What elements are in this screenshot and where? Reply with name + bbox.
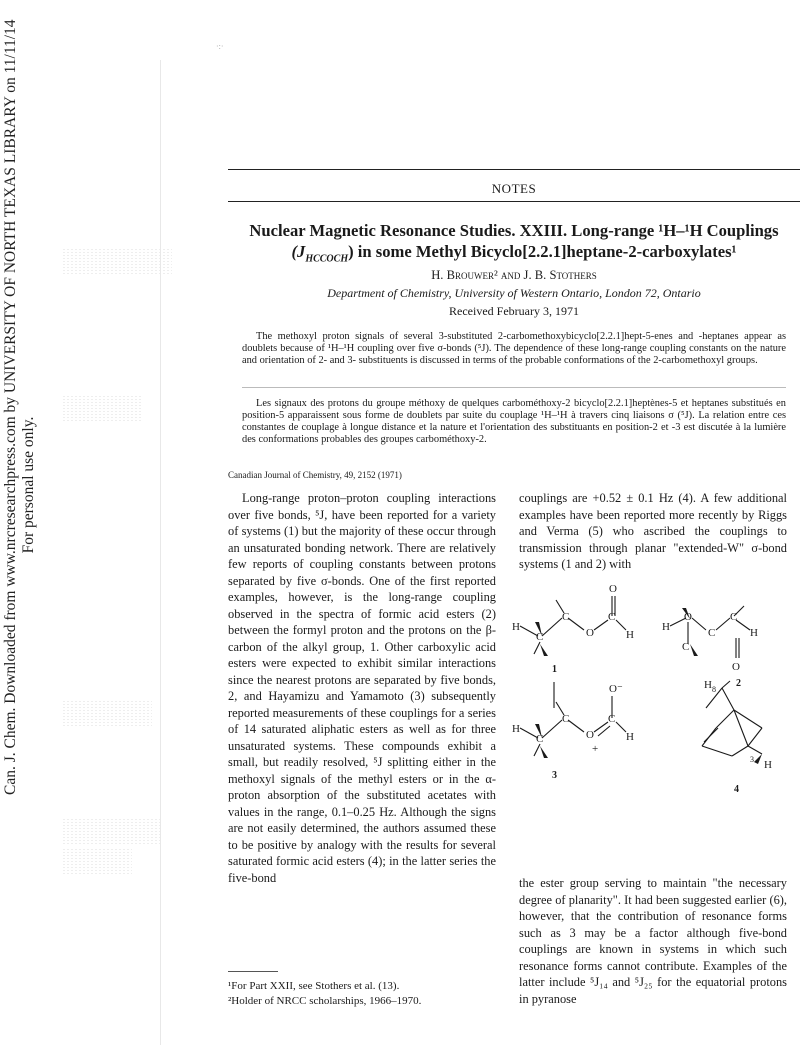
chem-atom-label: O: [684, 611, 692, 623]
chemical-structures-figure: [512, 578, 802, 848]
chem-atom-label: C: [682, 641, 690, 653]
chem-atom-label: H: [750, 627, 758, 639]
chem-atom-label: H: [626, 629, 634, 641]
chem-atom-label: H: [704, 679, 712, 691]
structures-svg: [512, 578, 802, 848]
scan-mark: ·:·: [216, 42, 224, 51]
chem-atom-label: C: [730, 611, 738, 623]
chem-atom-label: O: [586, 729, 594, 741]
download-stamp-line2: For personal use only.: [20, 416, 37, 554]
chem-atom-label: H: [512, 723, 520, 735]
body-left-column: Long-range proton–proton coupling interactions over five bonds, ⁵J, have been reported for a variety of systems (1) but the majority of these occur through an unsaturated bonding network. There are relatively few reports of coupling constants between protons separated by five σ-bonds. One of the first reported examples, however, is the long-range coupling observed in the spectra of formic acid esters (2) between the formyl proton and the protons on the β-carbon of the alkyl group, 1. Other carboxylic acid esters were expected to exhibit similar interactions since the nearest protons are separated by five bonds, 2, and Hayamizu and Yamamoto (3) subsequently reported measurements of these couplings for a series of 14 saturated aliphatic esters as well as for three unsaturated systems. These compounds exhibit a small, but readily resolved, ⁵J splitting either in the methoxyl signals of the methyl esters or in the α-proton absorption of the substituted acetates with values in the range, 0.1–0.25 Hz. Although the signs are not easily determined, the authors assumed these to be positive by analogy with the results for several saturated formic acid esters (4); in the latter series the five-bond: [228, 491, 496, 885]
footnote-2: ²Holder of NRCC scholarships, 1966–1970.: [228, 995, 422, 1007]
scan-noise: [62, 395, 142, 423]
body-right-column-top: couplings are +0.52 ± 0.1 Hz (4). A few additional examples have been reported more recently by Riggs and Verma (5) who ascribed the couplings to transmission through planar "extended-W" σ-bond systems (1 and 2) with: [519, 491, 787, 571]
chem-atom-label: C: [562, 713, 570, 725]
section-head: NOTES: [491, 181, 537, 196]
download-stamp-line1: Can. J. Chem. Downloaded from www.nrcresearchpress.com by UNIVERSITY OF NORTH TEXAS LIBRARY on 11/11/14: [2, 19, 19, 795]
affiliation: Department of Chemistry, University of Western Ontario, London 72, Ontario: [327, 286, 701, 300]
chem-atom-label: H: [512, 621, 520, 633]
head-rule: [228, 201, 800, 202]
chem-atom-label: O: [732, 661, 740, 673]
scan-noise: [62, 818, 162, 846]
compound-number-2: 2: [736, 678, 741, 689]
chem-atom-label: O: [609, 583, 617, 595]
compound-number-3: 3: [552, 770, 557, 781]
chem-atom-label: O: [586, 627, 594, 639]
title-line1: Nuclear Magnetic Resonance Studies. XXIII. Long-range ¹H–¹H Couplings: [249, 221, 779, 240]
footnote-1: ¹For Part XXII, see Stothers et al. (13).: [228, 980, 400, 992]
scan-noise: [62, 848, 132, 876]
compound-number-4: 4: [734, 784, 739, 795]
compound-number-1: 1: [552, 664, 557, 675]
chem-locant-label: 8: [712, 685, 716, 694]
chem-atom-label: H: [662, 621, 670, 633]
journal-citation: Canadian Journal of Chemistry, 49, 2152 (1971): [228, 470, 402, 480]
chem-atom-label: C: [608, 611, 616, 623]
chem-locant-label: 3: [750, 755, 754, 764]
chem-charge-label: +: [592, 743, 599, 755]
abstract-english: The methoxyl proton signals of several 3-substituted 2-carbomethoxybicyclo[2.2.1]hept-5-enes and -heptanes appear as doublets because of ¹H–¹H coupling over five σ-bonds (⁵J). The dependence of these long-range coupling constants on the nature and orientation of 2- and 3- substituents is discussed in terms of the probable conformations of the 2-carbomethoxyl groups.: [242, 331, 786, 366]
chem-atom-label: C: [708, 627, 716, 639]
authors: H. Brouwer² and J. B. Stothers: [431, 268, 597, 282]
chem-atom-label: C: [536, 733, 544, 745]
abstract-divider: [242, 387, 786, 388]
title-line2: $(J_{HCCOCH})$ in some Methyl Bicyclo[2.2.1]heptane-2-carboxylates¹: [291, 242, 737, 265]
body-right-column-bottom: the ester group serving to maintain "the necessary degree of planarity". It had been suggested earlier (6), however, that the contribution of resonance forms such as 3 may be a factor although five-bond couplings are known in systems in which such resonance forms cannot contribute. Examples of the latter include ⁵J₁₄ and ⁵J₂₅ for the equatorial protons in pyranose: [519, 876, 787, 1006]
chem-atom-label: O⁻: [609, 683, 623, 695]
chem-atom-label: H: [626, 731, 634, 743]
chem-atom-label: C: [562, 611, 570, 623]
abstract-french: Les signaux des protons du groupe méthoxy de quelques carbométhoxy-2 bicyclo[2.2.1]heptènes-5 et heptanes substitués en position-5 apparaissent sous forme de doublets par suite du couplage ¹H–¹H à travers cinq liaisons σ (⁵J). La relation entre ces constantes de couplage à longue distance et la nature et l'orientation des substituants en position-2 et -3 est discutée à la lumière des conformations probables des groupes carbométhoxy-2.: [242, 398, 786, 445]
chem-atom-label: C: [536, 631, 544, 643]
scan-noise: [62, 248, 172, 276]
scan-noise: [62, 700, 152, 728]
article-title: [228, 220, 800, 269]
footnote-rule: [228, 971, 278, 972]
chem-atom-label: H: [764, 759, 772, 771]
scan-fold-line: [160, 60, 161, 1045]
received-date: Received February 3, 1971: [449, 304, 579, 318]
top-rule: [228, 169, 800, 170]
chem-atom-label: C: [608, 713, 616, 725]
download-stamp: [0, 19, 58, 795]
